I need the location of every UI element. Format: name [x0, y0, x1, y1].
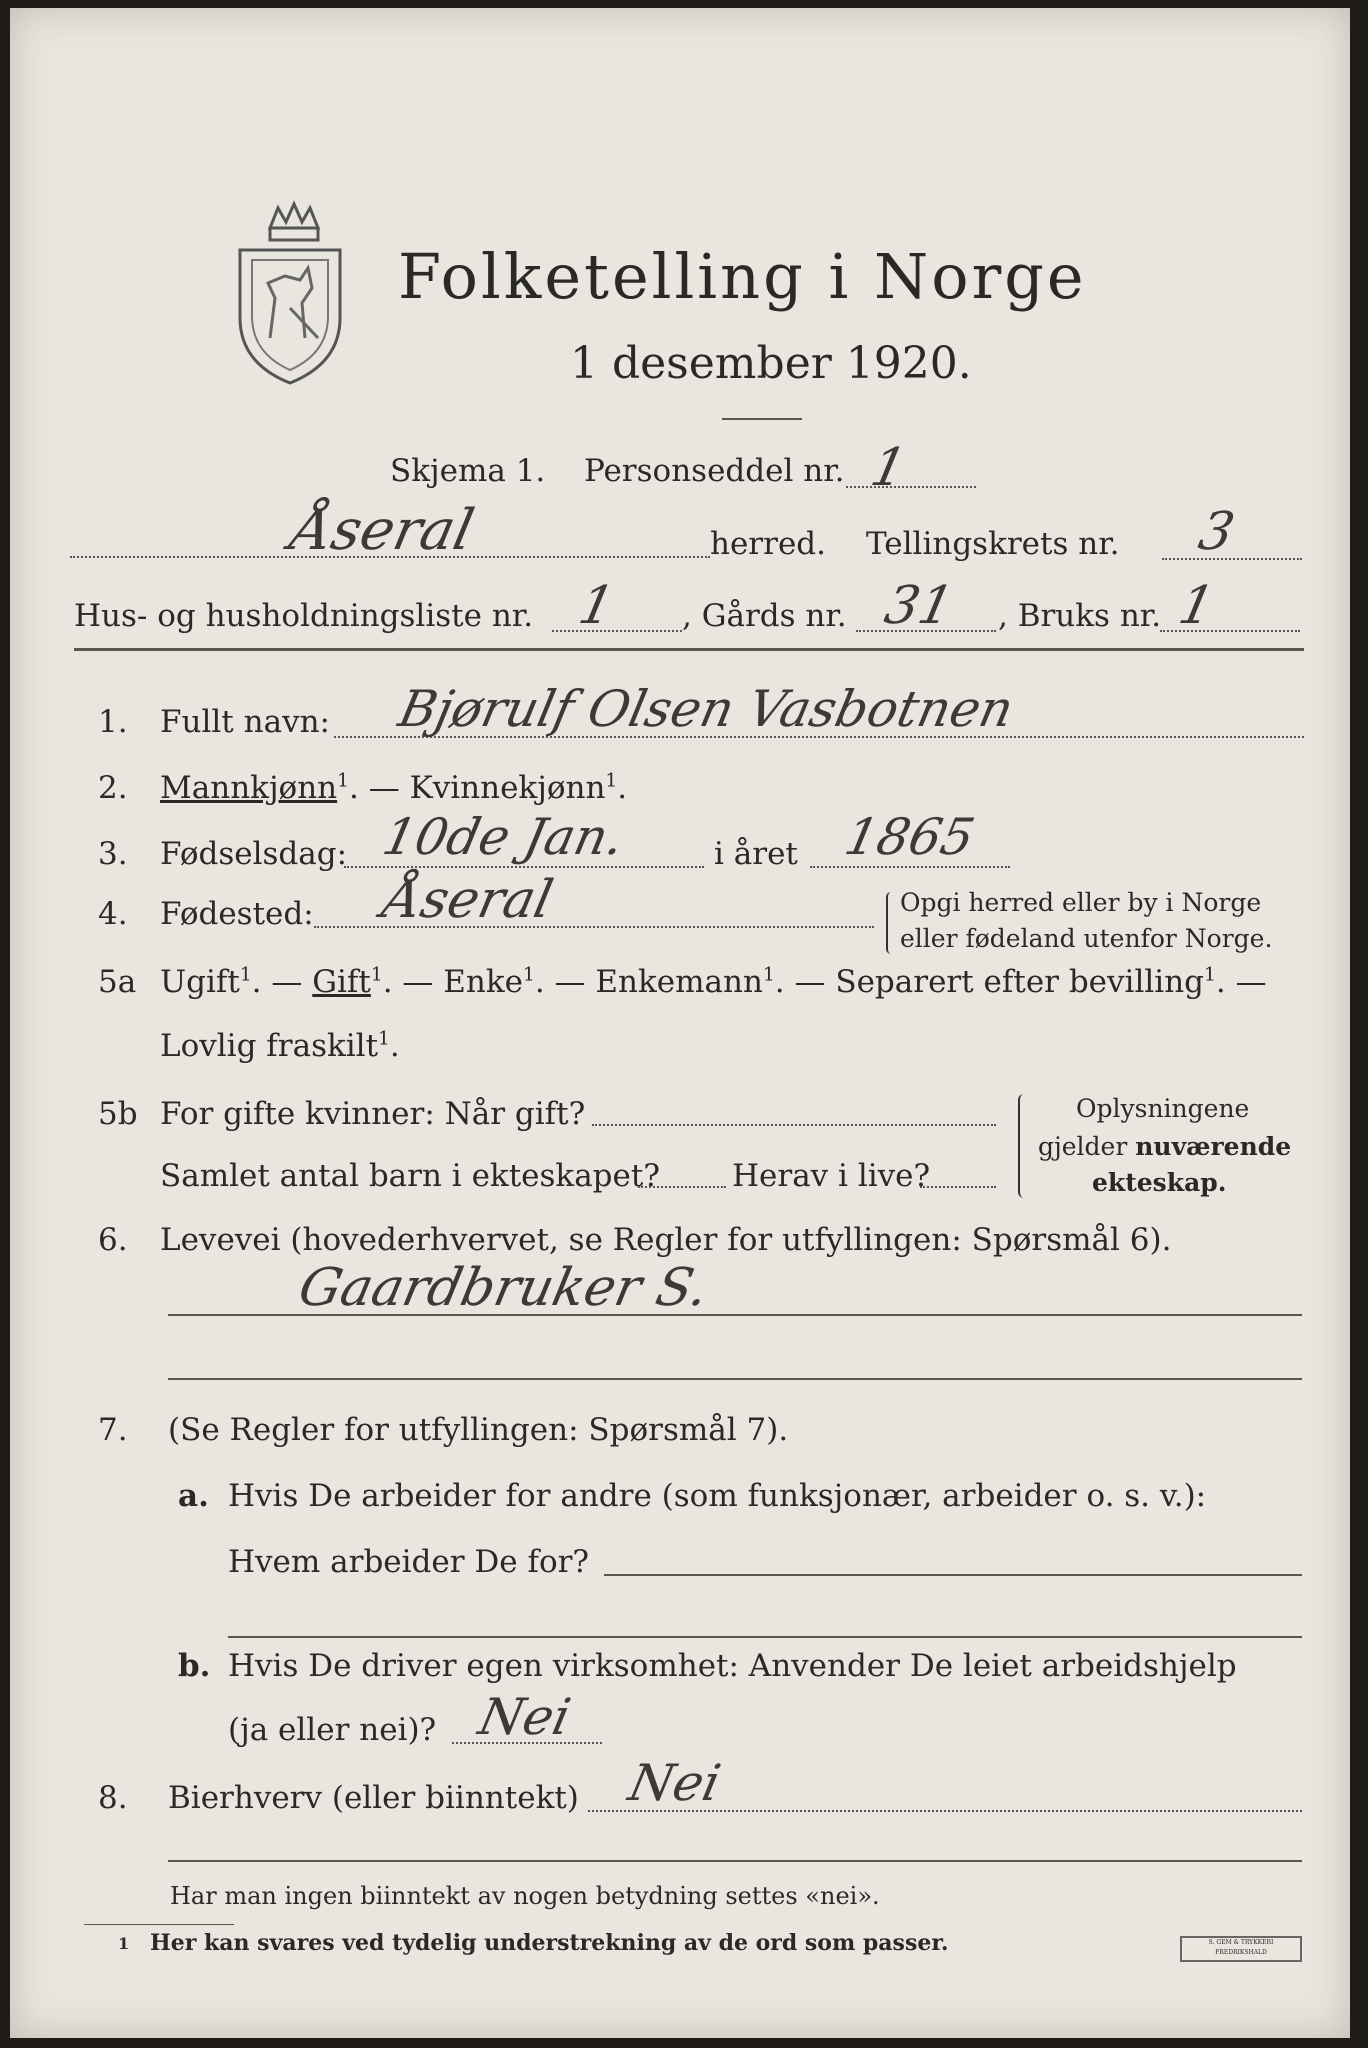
q2-separator: . — — [349, 770, 410, 806]
birth-year-field[interactable] — [810, 866, 1010, 868]
footnote-marker: 1 — [1204, 964, 1216, 986]
tellingskrets-label: Tellingskrets nr. — [866, 526, 1120, 562]
footnote-marker: 1 — [337, 770, 349, 792]
herred-label: herred. — [710, 526, 826, 562]
personseddel-field[interactable] — [846, 486, 976, 488]
footnote-marker: 1 — [239, 964, 252, 986]
q7b-letter: b. — [178, 1648, 211, 1684]
personseddel-value: 1 — [865, 438, 912, 498]
q6-label: Levevei (hovederhvervet, se Regler for utfyllingen: Spørsmål 6). — [160, 1222, 1172, 1258]
hus-value: 1 — [573, 576, 620, 636]
q3-number: 3. — [98, 836, 128, 872]
side-income-value: Nei — [623, 1754, 726, 1812]
fraskilt-option[interactable]: Lovlig fraskilt$^1$. — [160, 1028, 400, 1064]
enkemann-option[interactable]: . — Enkemann — [534, 964, 763, 1000]
footnote-marker: 1 — [605, 770, 618, 792]
male-option[interactable]: Mannkjønn — [160, 770, 338, 806]
q3-label: Fødselsdag: — [160, 836, 348, 872]
gards-label: , Gårds nr. — [682, 598, 847, 634]
hus-field[interactable] — [552, 630, 682, 632]
footnote-marker: 1 — [370, 964, 383, 986]
occupation-value: Gaardbruker S. — [293, 1258, 714, 1318]
hus-label: Hus- og husholdningsliste nr. — [74, 598, 534, 634]
gards-value: 31 — [879, 576, 959, 636]
tellingskrets-value: 3 — [1193, 502, 1240, 562]
q4-note-1: Opgi herred eller by i Norge — [900, 888, 1262, 917]
birth-date-field[interactable] — [344, 866, 704, 868]
title-rule — [722, 418, 802, 420]
occupation-field-2[interactable] — [168, 1378, 1302, 1380]
bruks-label: , Bruks nr. — [998, 598, 1162, 634]
gift-option[interactable]: Gift — [312, 964, 371, 1000]
q5b-line-1: For gifte kvinner: Når gift? — [160, 1096, 586, 1132]
q4-label: Fødested: — [160, 896, 314, 932]
q4-number: 4. — [98, 896, 128, 932]
q5a-options — [160, 964, 1267, 1000]
tellingskrets-field[interactable] — [1162, 558, 1302, 560]
q7b-line-2: (ja eller nei)? — [228, 1712, 437, 1748]
q8-number: 8. — [98, 1780, 128, 1816]
footer-note: Har man ingen biinntekt av nogen betydning settes «nei». — [170, 1882, 880, 1910]
q5a-sep: . — — [251, 964, 313, 1000]
q6-number: 6. — [98, 1222, 128, 1258]
q5b-note-2-bold: nuværende — [1135, 1132, 1292, 1161]
hired-help-value: Nei — [473, 1688, 576, 1746]
q7a-letter: a. — [178, 1478, 209, 1514]
employer-field[interactable] — [604, 1574, 1302, 1576]
q2-number: 2. — [98, 770, 128, 806]
footnote-marker: 1 — [522, 964, 535, 986]
q2-options: Mannkjønn$^1$. — Kvinnekjønn$^1$. — [160, 770, 628, 806]
birth-year-value: 1865 — [839, 808, 980, 866]
q7a-line-2: Hvem arbeider De for? — [228, 1544, 590, 1580]
q5b-herav-label: Herav i live? — [732, 1158, 931, 1194]
personseddel-label: Personseddel nr. — [584, 453, 845, 489]
female-option[interactable]: Kvinnekjønn — [409, 770, 606, 806]
full-name-value: Bjørulf Olsen Vasbotnen — [393, 680, 1019, 738]
q5a-trailing-dash: . — — [1215, 964, 1267, 1000]
birthplace-value: Åseral — [377, 870, 558, 930]
footnote-text: Her kan svares ved tydelig understrekning av de ord som passer. — [150, 1930, 949, 1956]
skjema-label: Skjema 1. — [390, 453, 546, 489]
footnote-marker: 1 — [378, 1028, 390, 1050]
form-title: Folketelling i Norge — [398, 240, 1087, 313]
fraskilt-label: Lovlig fraskilt — [160, 1028, 379, 1064]
form-date: 1 desember 1920. — [570, 338, 972, 389]
q5b-note-2 — [1038, 1132, 1291, 1161]
q8-label: Bierhverv (eller biinntekt) — [168, 1780, 579, 1816]
q4-note-2: eller fødeland utenfor Norge. — [900, 924, 1273, 953]
q5b-note-1: Oplysningene — [1076, 1094, 1250, 1123]
footnote-number: 1 — [118, 1934, 130, 1953]
printer-stamp-text: S. GEM & TRYKKERI FREDRIKSHALD — [1208, 1939, 1274, 1956]
printer-stamp — [1180, 1936, 1302, 1962]
q5a-number: 5a — [98, 964, 137, 1000]
enke-option[interactable]: . — Enke — [382, 964, 523, 1000]
q5b-note-2-text: gjelder — [1038, 1132, 1136, 1161]
q5b-number: 5b — [98, 1096, 138, 1132]
ugift-option[interactable]: Ugift — [160, 964, 240, 1000]
married-when-field[interactable] — [592, 1124, 996, 1126]
q5b-brace — [1018, 1094, 1030, 1198]
children-count-field[interactable] — [638, 1186, 726, 1188]
q5b-line-2: Samlet antal barn i ekteskapet? — [160, 1158, 660, 1194]
footnote-rule — [84, 1924, 234, 1925]
birth-date-value: 10de Jan. — [377, 808, 630, 866]
q7a-line-1: Hvis De arbeider for andre (som funksjonær, arbeider o. s. v.): — [228, 1478, 1207, 1514]
census-form-page — [10, 8, 1350, 2038]
q1-label: Fullt navn: — [160, 704, 330, 740]
q7b-line-1: Hvis De driver egen virksomhet: Anvender De leiet arbeidshjelp — [228, 1648, 1237, 1684]
children-alive-field[interactable] — [920, 1186, 996, 1188]
employer-field-2[interactable] — [228, 1636, 1302, 1638]
separert-option[interactable]: . — Separert efter bevilling — [774, 964, 1205, 1000]
footnote-marker: 1 — [762, 964, 775, 986]
coat-of-arms-icon — [230, 188, 350, 388]
q4-brace — [886, 892, 896, 954]
bruks-value: 1 — [1173, 576, 1220, 636]
q5b-note-3: ekteskap. — [1092, 1168, 1227, 1197]
header-divider — [74, 648, 1304, 651]
side-income-field-2[interactable] — [168, 1860, 1302, 1862]
q1-number: 1. — [98, 704, 128, 740]
q3-year-label: i året — [714, 836, 798, 872]
herred-value: Åseral — [285, 498, 480, 563]
q7-label: (Se Regler for utfyllingen: Spørsmål 7). — [168, 1412, 789, 1448]
q7-number: 7. — [98, 1412, 128, 1448]
